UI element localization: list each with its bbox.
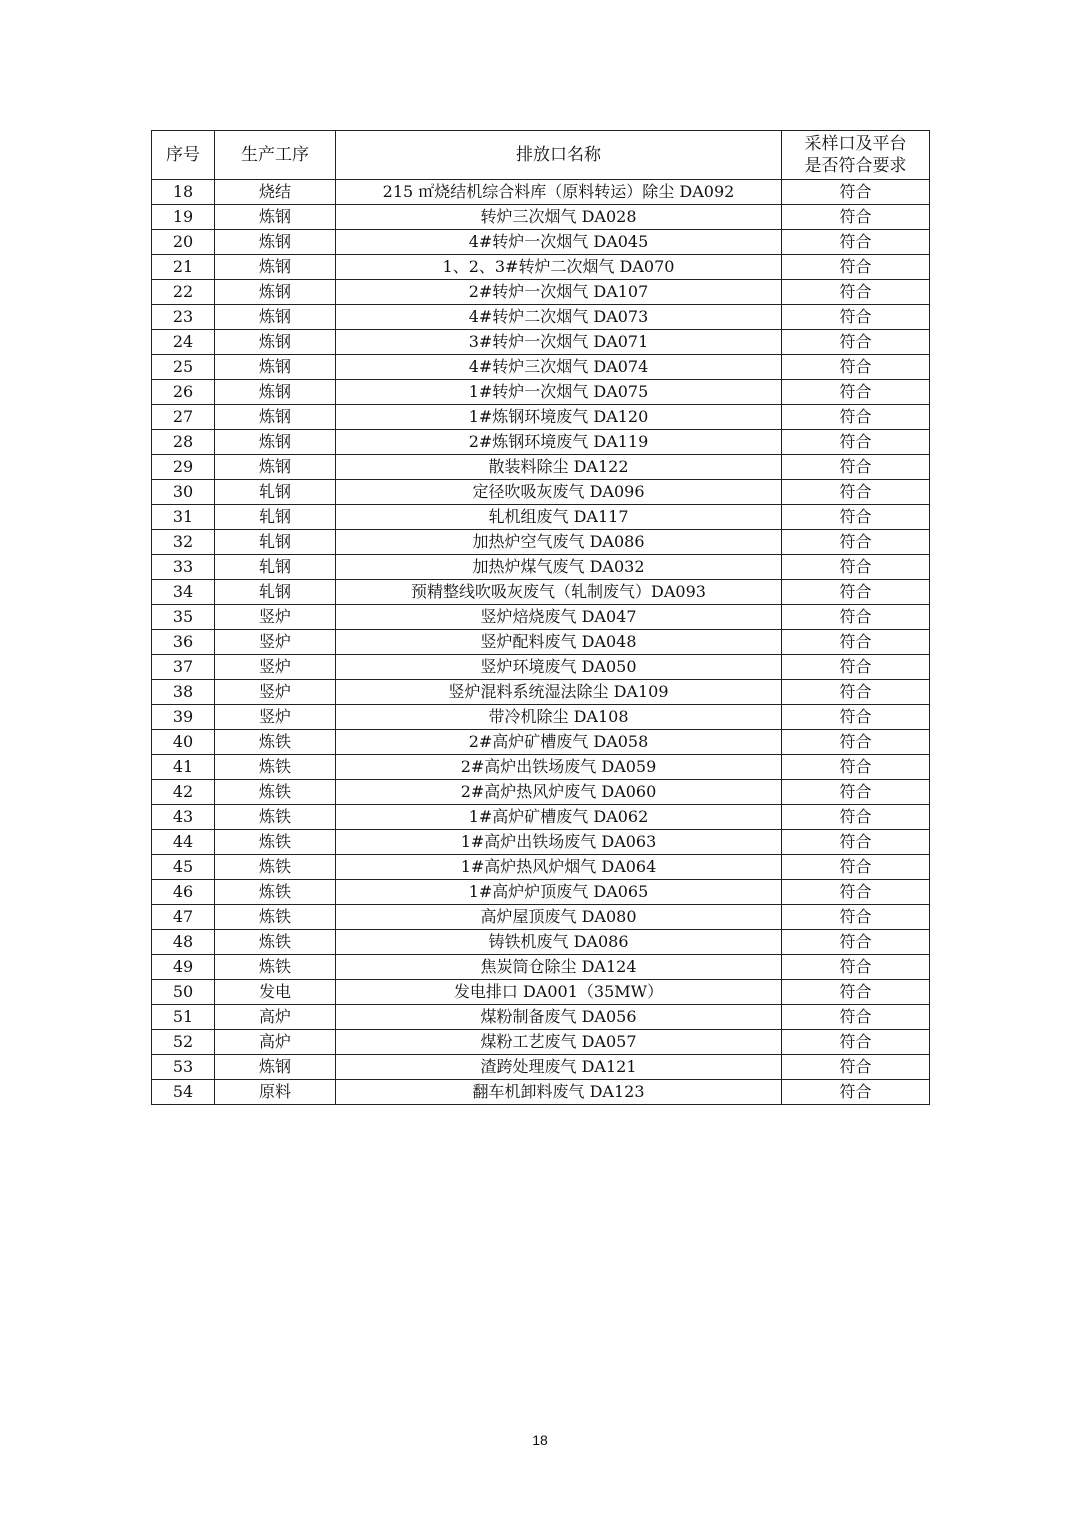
cell-outlet-name: 竖炉配料废气 DA048	[336, 630, 782, 655]
cell-process: 炼钢	[215, 455, 336, 480]
table-row	[152, 305, 930, 330]
table-row	[152, 555, 930, 580]
table-row	[152, 680, 930, 705]
cell-compliance: 符合	[782, 955, 930, 980]
table-row	[152, 580, 930, 605]
cell-seq: 38	[152, 680, 215, 705]
cell-seq: 42	[152, 780, 215, 805]
cell-process: 轧钢	[215, 530, 336, 555]
cell-outlet-name: 竖炉焙烧废气 DA047	[336, 605, 782, 630]
cell-compliance: 符合	[782, 280, 930, 305]
cell-compliance: 符合	[782, 205, 930, 230]
table-row	[152, 430, 930, 455]
table-row	[152, 755, 930, 780]
cell-process: 炼钢	[215, 1055, 336, 1080]
cell-process: 轧钢	[215, 505, 336, 530]
table-row	[152, 480, 930, 505]
cell-seq: 24	[152, 330, 215, 355]
table-row	[152, 655, 930, 680]
cell-seq: 30	[152, 480, 215, 505]
cell-seq: 26	[152, 380, 215, 405]
cell-compliance: 符合	[782, 980, 930, 1005]
cell-outlet-name: 焦炭筒仓除尘 DA124	[336, 955, 782, 980]
cell-compliance: 符合	[782, 255, 930, 280]
emission-outlet-table	[151, 130, 930, 1105]
cell-seq: 41	[152, 755, 215, 780]
table-row	[152, 530, 930, 555]
cell-process: 烧结	[215, 180, 336, 205]
header-compliance	[782, 131, 930, 180]
table-body	[152, 180, 930, 1105]
cell-outlet-name: 4#转炉二次烟气 DA073	[336, 305, 782, 330]
cell-seq: 28	[152, 430, 215, 455]
cell-compliance: 符合	[782, 905, 930, 930]
cell-seq: 18	[152, 180, 215, 205]
cell-outlet-name: 翻车机卸料废气 DA123	[336, 1080, 782, 1105]
cell-compliance: 符合	[782, 805, 930, 830]
cell-outlet-name: 渣跨处理废气 DA121	[336, 1055, 782, 1080]
cell-compliance: 符合	[782, 380, 930, 405]
table-header	[152, 131, 930, 180]
cell-outlet-name: 1#高炉炉顶废气 DA065	[336, 880, 782, 905]
cell-seq: 29	[152, 455, 215, 480]
cell-seq: 19	[152, 205, 215, 230]
cell-outlet-name: 预精整线吹吸灰废气（轧制废气）DA093	[336, 580, 782, 605]
cell-process: 发电	[215, 980, 336, 1005]
cell-compliance: 符合	[782, 505, 930, 530]
cell-process: 炼铁	[215, 780, 336, 805]
table-row	[152, 930, 930, 955]
cell-process: 炼钢	[215, 230, 336, 255]
cell-process: 高炉	[215, 1030, 336, 1055]
cell-compliance: 符合	[782, 230, 930, 255]
cell-seq: 20	[152, 230, 215, 255]
cell-outlet-name: 1#转炉一次烟气 DA075	[336, 380, 782, 405]
cell-process: 炼铁	[215, 805, 336, 830]
cell-process: 炼铁	[215, 905, 336, 930]
cell-process: 轧钢	[215, 580, 336, 605]
cell-seq: 50	[152, 980, 215, 1005]
table-row	[152, 455, 930, 480]
cell-compliance: 符合	[782, 580, 930, 605]
cell-seq: 46	[152, 880, 215, 905]
table-row	[152, 905, 930, 930]
table-row	[152, 705, 930, 730]
table-row	[152, 505, 930, 530]
cell-compliance: 符合	[782, 430, 930, 455]
cell-outlet-name: 发电排口 DA001（35MW）	[336, 980, 782, 1005]
cell-seq: 33	[152, 555, 215, 580]
table-row	[152, 830, 930, 855]
cell-outlet-name: 2#高炉热风炉废气 DA060	[336, 780, 782, 805]
cell-process: 竖炉	[215, 655, 336, 680]
cell-outlet-name: 加热炉煤气废气 DA032	[336, 555, 782, 580]
cell-outlet-name: 215 ㎡烧结机综合料库（原料转运）除尘 DA092	[336, 180, 782, 205]
cell-seq: 32	[152, 530, 215, 555]
table-row	[152, 355, 930, 380]
cell-compliance: 符合	[782, 605, 930, 630]
cell-process: 炼钢	[215, 380, 336, 405]
cell-compliance: 符合	[782, 1080, 930, 1105]
cell-seq: 45	[152, 855, 215, 880]
cell-process: 炼钢	[215, 255, 336, 280]
cell-process: 炼钢	[215, 330, 336, 355]
cell-outlet-name: 1、2、3#转炉二次烟气 DA070	[336, 255, 782, 280]
cell-seq: 47	[152, 905, 215, 930]
cell-outlet-name: 1#高炉热风炉烟气 DA064	[336, 855, 782, 880]
table-row	[152, 730, 930, 755]
cell-seq: 52	[152, 1030, 215, 1055]
cell-seq: 35	[152, 605, 215, 630]
header-compliance-line2: 是否符合要求	[804, 156, 907, 176]
cell-seq: 37	[152, 655, 215, 680]
cell-process: 炼铁	[215, 880, 336, 905]
cell-process: 炼钢	[215, 355, 336, 380]
cell-compliance: 符合	[782, 480, 930, 505]
header-row	[152, 131, 930, 180]
cell-compliance: 符合	[782, 630, 930, 655]
cell-seq: 48	[152, 930, 215, 955]
cell-compliance: 符合	[782, 780, 930, 805]
table-row	[152, 330, 930, 355]
cell-outlet-name: 带冷机除尘 DA108	[336, 705, 782, 730]
cell-seq: 31	[152, 505, 215, 530]
cell-process: 炼铁	[215, 730, 336, 755]
cell-process: 炼钢	[215, 205, 336, 230]
table-row	[152, 230, 930, 255]
cell-compliance: 符合	[782, 305, 930, 330]
cell-compliance: 符合	[782, 1005, 930, 1030]
table-row	[152, 855, 930, 880]
cell-outlet-name: 高炉屋顶废气 DA080	[336, 905, 782, 930]
cell-compliance: 符合	[782, 730, 930, 755]
cell-outlet-name: 铸铁机废气 DA086	[336, 930, 782, 955]
cell-process: 炼铁	[215, 955, 336, 980]
cell-seq: 51	[152, 1005, 215, 1030]
cell-outlet-name: 4#转炉三次烟气 DA074	[336, 355, 782, 380]
table-row	[152, 880, 930, 905]
cell-seq: 54	[152, 1080, 215, 1105]
cell-outlet-name: 加热炉空气废气 DA086	[336, 530, 782, 555]
cell-process: 轧钢	[215, 555, 336, 580]
cell-process: 竖炉	[215, 630, 336, 655]
header-process: 生产工序	[215, 131, 336, 180]
cell-compliance: 符合	[782, 1055, 930, 1080]
cell-outlet-name: 2#转炉一次烟气 DA107	[336, 280, 782, 305]
cell-seq: 27	[152, 405, 215, 430]
cell-process: 轧钢	[215, 480, 336, 505]
cell-outlet-name: 转炉三次烟气 DA028	[336, 205, 782, 230]
table-row	[152, 955, 930, 980]
cell-process: 炼钢	[215, 430, 336, 455]
cell-compliance: 符合	[782, 855, 930, 880]
cell-seq: 44	[152, 830, 215, 855]
cell-process: 炼钢	[215, 405, 336, 430]
cell-process: 竖炉	[215, 605, 336, 630]
cell-outlet-name: 轧机组废气 DA117	[336, 505, 782, 530]
table-row	[152, 605, 930, 630]
table-row	[152, 1030, 930, 1055]
cell-process: 炼钢	[215, 280, 336, 305]
cell-process: 高炉	[215, 1005, 336, 1030]
cell-outlet-name: 竖炉环境废气 DA050	[336, 655, 782, 680]
cell-process: 炼铁	[215, 830, 336, 855]
cell-outlet-name: 定径吹吸灰废气 DA096	[336, 480, 782, 505]
table-row	[152, 255, 930, 280]
cell-seq: 23	[152, 305, 215, 330]
cell-process: 炼铁	[215, 755, 336, 780]
cell-outlet-name: 煤粉制备废气 DA056	[336, 1005, 782, 1030]
cell-seq: 39	[152, 705, 215, 730]
cell-outlet-name: 1#炼钢环境废气 DA120	[336, 405, 782, 430]
table-row	[152, 780, 930, 805]
cell-compliance: 符合	[782, 830, 930, 855]
cell-compliance: 符合	[782, 530, 930, 555]
header-seq: 序号	[152, 131, 215, 180]
cell-seq: 34	[152, 580, 215, 605]
cell-seq: 40	[152, 730, 215, 755]
cell-compliance: 符合	[782, 1030, 930, 1055]
cell-compliance: 符合	[782, 755, 930, 780]
cell-seq: 36	[152, 630, 215, 655]
header-outlet-name: 排放口名称	[336, 131, 782, 180]
table-row	[152, 205, 930, 230]
table-row	[152, 380, 930, 405]
table-row	[152, 1080, 930, 1105]
cell-seq: 22	[152, 280, 215, 305]
cell-outlet-name: 3#转炉一次烟气 DA071	[336, 330, 782, 355]
cell-compliance: 符合	[782, 705, 930, 730]
cell-outlet-name: 2#高炉出铁场废气 DA059	[336, 755, 782, 780]
cell-outlet-name: 1#高炉出铁场废气 DA063	[336, 830, 782, 855]
cell-seq: 53	[152, 1055, 215, 1080]
cell-outlet-name: 煤粉工艺废气 DA057	[336, 1030, 782, 1055]
page-number: 18	[532, 1432, 548, 1448]
cell-compliance: 符合	[782, 405, 930, 430]
cell-outlet-name: 散装料除尘 DA122	[336, 455, 782, 480]
cell-process: 竖炉	[215, 680, 336, 705]
cell-outlet-name: 1#高炉矿槽废气 DA062	[336, 805, 782, 830]
cell-process: 炼铁	[215, 930, 336, 955]
cell-outlet-name: 2#炼钢环境废气 DA119	[336, 430, 782, 455]
table-row	[152, 405, 930, 430]
table-row	[152, 1005, 930, 1030]
table-row	[152, 280, 930, 305]
table-row	[152, 180, 930, 205]
cell-seq: 25	[152, 355, 215, 380]
cell-process: 炼钢	[215, 305, 336, 330]
table-row	[152, 1055, 930, 1080]
table-row	[152, 805, 930, 830]
cell-seq: 49	[152, 955, 215, 980]
cell-compliance: 符合	[782, 555, 930, 580]
cell-process: 炼铁	[215, 855, 336, 880]
table-row	[152, 980, 930, 1005]
cell-compliance: 符合	[782, 930, 930, 955]
cell-seq: 21	[152, 255, 215, 280]
cell-compliance: 符合	[782, 355, 930, 380]
cell-seq: 43	[152, 805, 215, 830]
cell-compliance: 符合	[782, 680, 930, 705]
cell-compliance: 符合	[782, 880, 930, 905]
cell-compliance: 符合	[782, 455, 930, 480]
cell-outlet-name: 4#转炉一次烟气 DA045	[336, 230, 782, 255]
cell-process: 原料	[215, 1080, 336, 1105]
cell-compliance: 符合	[782, 180, 930, 205]
table-row	[152, 630, 930, 655]
header-compliance-line1: 采样口及平台	[804, 134, 907, 154]
cell-process: 竖炉	[215, 705, 336, 730]
cell-outlet-name: 2#高炉矿槽废气 DA058	[336, 730, 782, 755]
cell-compliance: 符合	[782, 330, 930, 355]
cell-outlet-name: 竖炉混料系统湿法除尘 DA109	[336, 680, 782, 705]
cell-compliance: 符合	[782, 655, 930, 680]
